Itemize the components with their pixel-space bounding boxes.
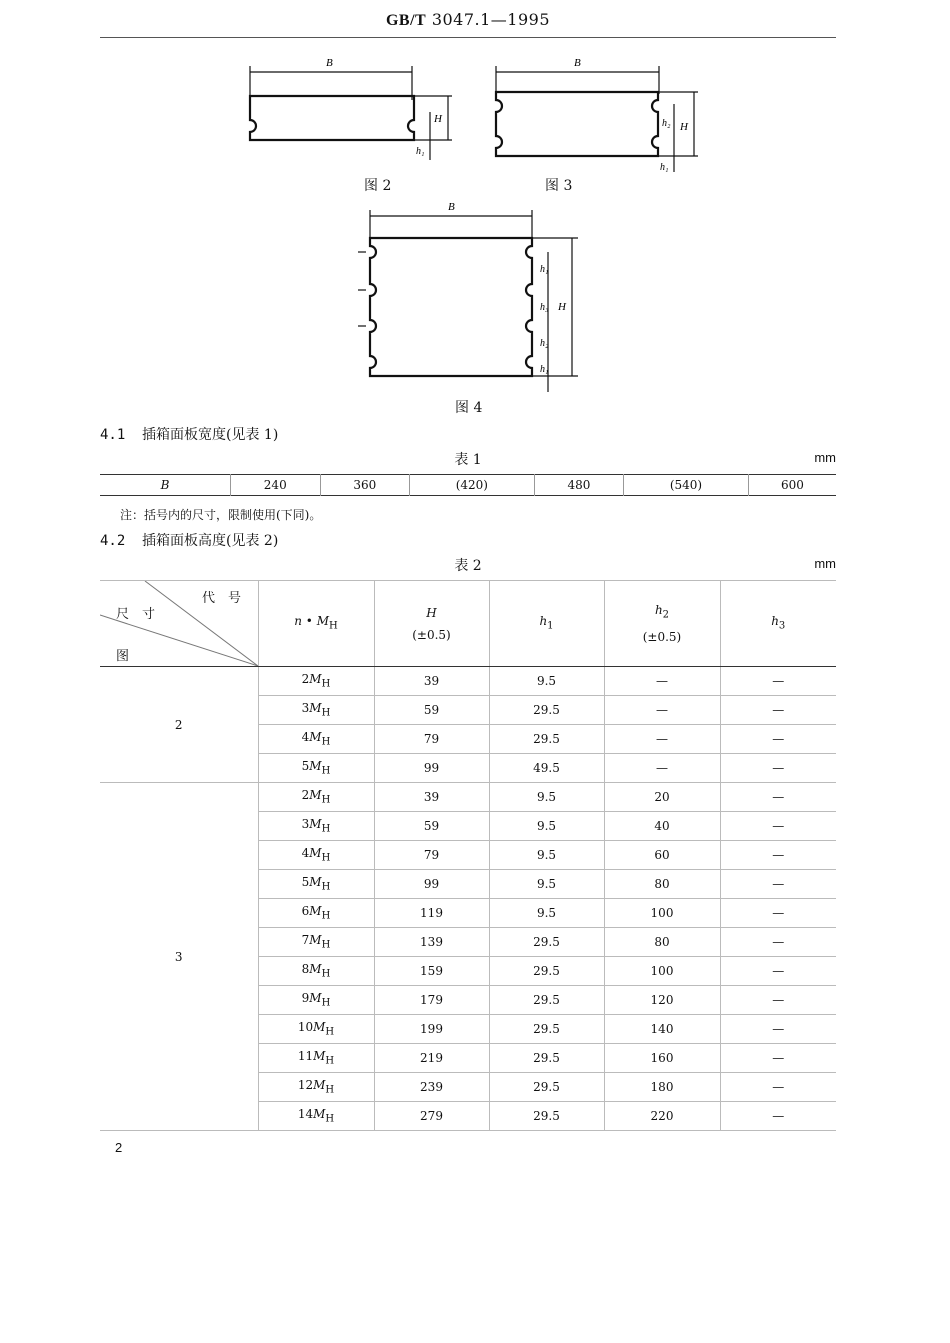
corner-label-code: 代 号 [202, 591, 242, 606]
cell-h: 179 [374, 986, 489, 1015]
cell-h2: 140 [604, 1015, 720, 1044]
cell-h3: — [720, 1102, 836, 1131]
fig2-label-h: H [434, 113, 442, 125]
cell-h: 199 [374, 1015, 489, 1044]
cell-h2: 80 [604, 928, 720, 957]
cell-h2: 100 [604, 957, 720, 986]
table-row [100, 667, 836, 696]
cell-n-mh: $14M_H$ [258, 1102, 374, 1131]
cell-n-mh: $5M_H$ [258, 754, 374, 783]
cell-h1: 29.5 [489, 1073, 604, 1102]
cell-n-mh: $2M_H$ [258, 667, 374, 696]
cell-n-mh: $12M_H$ [258, 1073, 374, 1102]
table-1-note: 注：括号内的尺寸，限制使用(下同)。 [120, 508, 322, 522]
fig2-label-h1: h₁ [416, 146, 425, 157]
cell-h2: 80 [604, 870, 720, 899]
cell-n-mh: $9M_H$ [258, 986, 374, 1015]
col-header-n-mh: n • $M_H$ [258, 581, 374, 667]
fig2-label-b: B [326, 57, 333, 69]
standard-number: 3047.1—1995 [431, 10, 551, 29]
figure-3-drawing [484, 52, 708, 178]
table-1-cell: 600 [748, 475, 836, 496]
corner-label-figure: 图 [116, 649, 130, 664]
cell-h: 59 [374, 812, 489, 841]
cell-h2: 60 [604, 841, 720, 870]
cell-h3: — [720, 841, 836, 870]
table-1-row [100, 475, 836, 496]
cell-h: 99 [374, 754, 489, 783]
cell-h2: 220 [604, 1102, 720, 1131]
col-header-h2: $h_2$ (±0.5) [604, 581, 720, 667]
section-4-2-heading [100, 530, 278, 550]
fig4-label-h1-bottom: h₁ [540, 364, 549, 375]
fig4-label-h2: h₂ [540, 338, 549, 349]
cell-h: 99 [374, 870, 489, 899]
fig3-label-h: H [680, 121, 688, 133]
cell-h1: 29.5 [489, 986, 604, 1015]
cell-n-mh: $3M_H$ [258, 812, 374, 841]
table-1-unit: mm [814, 450, 836, 465]
fig3-label-b: B [574, 57, 581, 69]
table-1-cell: 240 [231, 475, 321, 496]
figure-4-drawing [350, 196, 590, 396]
cell-h3: — [720, 725, 836, 754]
cell-h2: 120 [604, 986, 720, 1015]
cell-h3: — [720, 696, 836, 725]
fig3-label-h1: h₁ [660, 162, 669, 173]
table-1-cell: 360 [320, 475, 410, 496]
figure-2-caption: 图 2 [364, 178, 392, 194]
cell-h1: 29.5 [489, 928, 604, 957]
cell-h1: 29.5 [489, 957, 604, 986]
cell-h1: 29.5 [489, 696, 604, 725]
cell-h: 79 [374, 725, 489, 754]
cell-h3: — [720, 783, 836, 812]
cell-h3: — [720, 870, 836, 899]
cell-h3: — [720, 1015, 836, 1044]
fig4-panel-outline [370, 238, 532, 376]
cell-h2: 100 [604, 899, 720, 928]
cell-h: 219 [374, 1044, 489, 1073]
cell-n-mh: $4M_H$ [258, 725, 374, 754]
cell-h: 39 [374, 667, 489, 696]
standard-code: GB/T [385, 12, 427, 29]
cell-h: 59 [374, 696, 489, 725]
cell-h: 79 [374, 841, 489, 870]
col-header-h3: $h_3$ [720, 581, 836, 667]
cell-h1: 9.5 [489, 841, 604, 870]
corner-label-size: 尺 寸 [116, 607, 156, 622]
cell-h2: 20 [604, 783, 720, 812]
section-4-2-title: 插箱面板高度(见表 2) [142, 533, 279, 549]
cell-h2: 40 [604, 812, 720, 841]
cell-h3: — [720, 928, 836, 957]
cell-n-mh: $5M_H$ [258, 870, 374, 899]
figure-group-cell: 3 [100, 783, 258, 1131]
page-number: 2 [115, 1140, 123, 1155]
cell-h1: 9.5 [489, 667, 604, 696]
cell-h: 279 [374, 1102, 489, 1131]
table-1 [100, 474, 836, 496]
cell-h3: — [720, 1073, 836, 1102]
fig4-label-h3: h₃ [540, 302, 549, 313]
running-header [100, 10, 836, 30]
fig4-label-h: H [558, 301, 566, 313]
section-4-1-number: 4.1 [100, 427, 126, 443]
cell-n-mh: $4M_H$ [258, 841, 374, 870]
cell-h2: — [604, 696, 720, 725]
fig3-label-h2: h₂ [662, 118, 671, 129]
cell-h: 119 [374, 899, 489, 928]
col-header-h1: $h_1$ [489, 581, 604, 667]
section-4-1-title: 插箱面板宽度(见表 1) [142, 427, 279, 443]
section-4-2-number: 4.2 [100, 533, 126, 549]
cell-h3: — [720, 899, 836, 928]
figure-4-caption: 图 4 [455, 400, 483, 416]
cell-h: 139 [374, 928, 489, 957]
cell-h3: — [720, 812, 836, 841]
cell-h1: 29.5 [489, 1102, 604, 1131]
cell-n-mh: $6M_H$ [258, 899, 374, 928]
cell-h3: — [720, 754, 836, 783]
header-rule [100, 37, 836, 38]
table-1-cell: (540) [624, 475, 749, 496]
cell-n-mh: $8M_H$ [258, 957, 374, 986]
cell-h3: — [720, 1044, 836, 1073]
cell-n-mh: $11M_H$ [258, 1044, 374, 1073]
table-2-header-row [100, 581, 836, 667]
figure-3-caption: 图 3 [545, 178, 573, 194]
table-1-title: 表 1 [454, 452, 482, 468]
figure-group-cell: 2 [100, 667, 258, 783]
table-row [100, 783, 836, 812]
table-1-cell: (420) [410, 475, 535, 496]
cell-n-mh: $7M_H$ [258, 928, 374, 957]
col-header-h: H (±0.5) [374, 581, 489, 667]
figure-2-drawing [230, 50, 460, 170]
cell-h1: 9.5 [489, 870, 604, 899]
cell-h2: — [604, 667, 720, 696]
fig4-label-b: B [448, 201, 455, 213]
cell-h1: 9.5 [489, 783, 604, 812]
cell-h1: 29.5 [489, 1015, 604, 1044]
cell-h: 159 [374, 957, 489, 986]
cell-h1: 49.5 [489, 754, 604, 783]
cell-h1: 9.5 [489, 812, 604, 841]
cell-h2: 160 [604, 1044, 720, 1073]
cell-h1: 9.5 [489, 899, 604, 928]
cell-h2: 180 [604, 1073, 720, 1102]
section-4-1-heading [100, 424, 278, 444]
cell-n-mh: $2M_H$ [258, 783, 374, 812]
fig2-panel-outline [250, 96, 414, 140]
cell-h: 239 [374, 1073, 489, 1102]
fig4-label-h1-top: h₁ [540, 264, 549, 275]
cell-n-mh: $3M_H$ [258, 696, 374, 725]
cell-n-mh: $10M_H$ [258, 1015, 374, 1044]
fig3-panel-outline [496, 92, 658, 156]
cell-h2: — [604, 754, 720, 783]
table-2-corner-cell [100, 581, 258, 667]
cell-h1: 29.5 [489, 725, 604, 754]
table-1-cell: 480 [534, 475, 624, 496]
cell-h3: — [720, 986, 836, 1015]
table-2-title: 表 2 [454, 558, 482, 574]
cell-h3: — [720, 667, 836, 696]
cell-h3: — [720, 957, 836, 986]
table-2-unit: mm [814, 556, 836, 571]
cell-h1: 29.5 [489, 1044, 604, 1073]
table-1-row-label: B [160, 478, 170, 492]
cell-h: 39 [374, 783, 489, 812]
table-2 [100, 580, 836, 1131]
cell-h2: — [604, 725, 720, 754]
